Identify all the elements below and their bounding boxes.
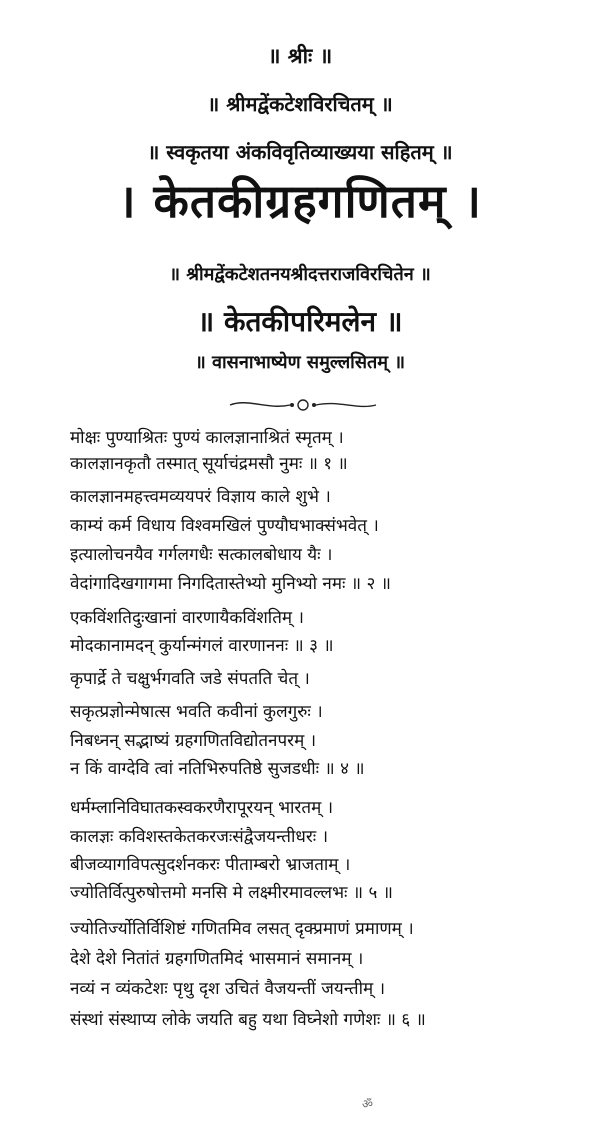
book-title: । केतकीग्रहगणितम् । (118, 174, 482, 228)
verse-line: कृपार्द्रे ते चक्षुर्भगवति जडे संपतति चेत् । (70, 669, 310, 689)
verse-line: एकविंशतिदुःखानां वारणायैकविंशतिम् । (70, 608, 304, 628)
verse-line: न किं वाग्देवि त्वां नतिभिरुपतिष्ठे सुजडधीः ॥ ४ ॥ (70, 759, 365, 779)
author-line: ॥ श्रीमद्वेंकटेशविरचितम् ॥ (207, 92, 393, 116)
verse-line: निबध्नन् सद्भाष्यं ग्रहगणितविद्योतनपरम् । (70, 731, 317, 751)
verse-line: संस्थां संस्थाप्य लोके जयति बहु यथा विघ्नेशो गणेशः ॥ ६ ॥ (70, 1010, 426, 1030)
verse-line: मोक्षः पुण्याश्रितः पुण्यं कालज्ञानाश्रितं स्मृतम् । (70, 428, 344, 448)
verse-line: कालज्ञानकृतौ तस्मात् सूर्याचंद्रमसौ नुमः ॥ १ ॥ (70, 454, 348, 474)
verse-line: देशे देशे नितांतं ग्रहगणितमिदं भासमानं समानम् । (70, 949, 364, 969)
verse-line: काम्यं कर्म विधाय विश्वमखिलं पुण्यौघभाक्संभवेत् । (70, 516, 379, 536)
verse-line: इत्यालोचनयैव गर्गलगधैः सत्कालबोधाय यैः । (70, 545, 333, 565)
verse-line: सकृत्प्रज्ञोन्मेषात्स भवति कवीनां कुलगुरुः । (70, 702, 323, 722)
commentator-line: ॥ श्रीमद्वेंकटेशतनयश्रीदत्तराजविरचितेन ॥ (169, 264, 431, 285)
ornament-divider-icon (228, 396, 378, 414)
verse-line: वेदांगादिखगागमा निगदितास्तेभ्यो मुनिभ्यो नमः ॥ २ ॥ (70, 574, 391, 594)
verse-line: कालज्ञानमहत्त्वमव्ययपरं विज्ञाय काले शुभे । (70, 487, 331, 507)
invocation-line: ॥ श्रीः ॥ (267, 44, 333, 68)
verse-line: ज्योतिर्ज्योतिर्विशिष्टं गणितमिव लसत् दृक्प्रमाणं प्रमाणम् । (70, 919, 414, 939)
verse-line: धर्मम्लानिविघातकस्वकरणैरापूरयन् भारतम् । (70, 798, 334, 818)
verse-line: मोदकानामदन् कुर्यान्मंगलं वारणाननः ॥ ३ ॥ (70, 636, 334, 656)
verse-line: ज्योतिर्वित्पुरुषोत्तमो मनसि मे लक्ष्मीरमावल्लभः ॥ ५ ॥ (70, 883, 393, 903)
commentary-line: ॥ स्वकृतया अंकविवृतिव्याख्यया सहितम् ॥ (147, 140, 453, 164)
bhashya-line: ॥ वासनाभाष्येण समुल्लसितम् ॥ (194, 352, 406, 373)
verse-line: कालज्ञः कविशस्तकेतकरजःसंद्वैजयन्तीधरः । (70, 827, 329, 847)
verse-line: नव्यं न व्यंकटेशः पृथु दृश उचितं वैजयन्तीं जयन्तीम् । (70, 979, 386, 999)
commentary-name: ॥ केतकीपरिमलेन ॥ (197, 305, 403, 338)
verse-line: बीजव्यागविपत्सुदर्शनकरः पीताम्बरो भ्राजताम् । (70, 855, 351, 875)
stray-ink-mark: ॐ (362, 1097, 373, 1111)
